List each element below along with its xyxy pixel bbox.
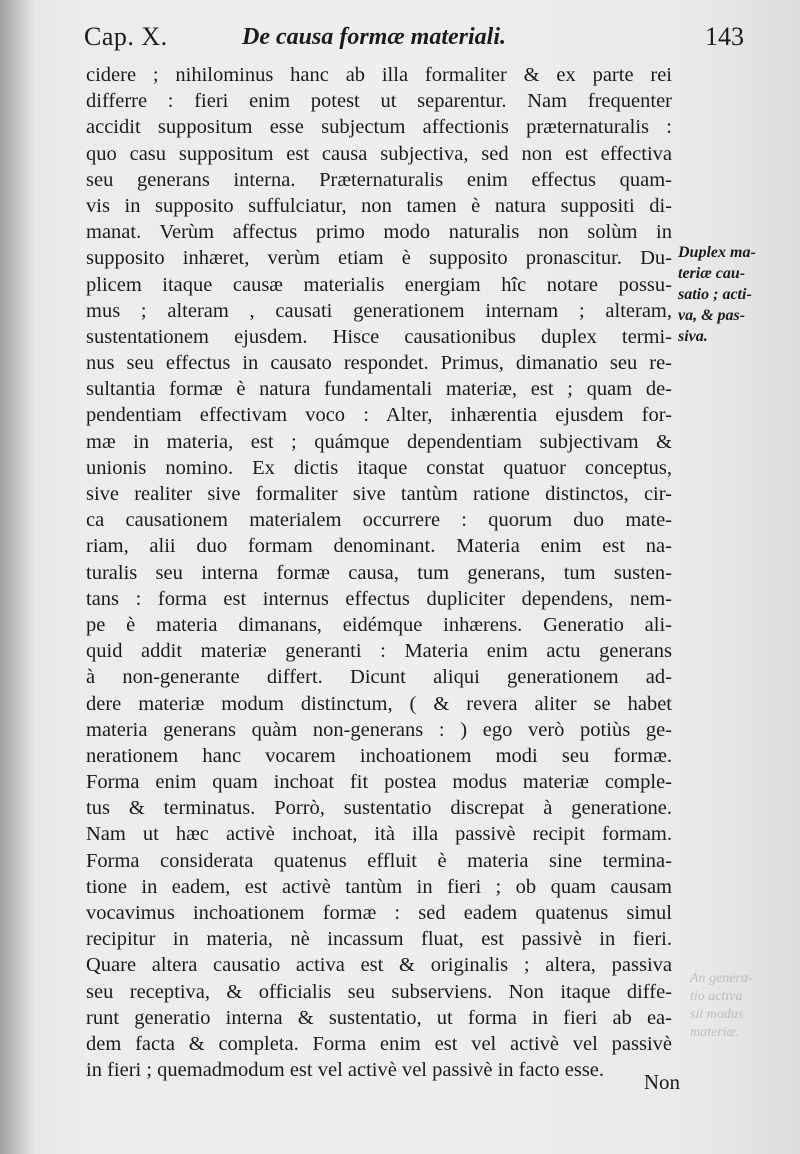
margin-note-line: satio ; acti- — [678, 286, 752, 303]
text-line: manat. Verùm affectus primo modo naturalis non solùm in — [86, 221, 672, 244]
margin-note-line: siva. — [678, 328, 708, 345]
text-line: Forma considerata quatenus effluit è materia sine termina- — [86, 849, 672, 872]
margin-note-line: va, & pas- — [678, 307, 746, 324]
text-line: nerationem hanc vocarem inchoationem modi seu formæ. — [86, 744, 672, 767]
text-line: vis in supposito suffulciatur, non tamen è natura suppositi di- — [86, 194, 672, 217]
bleed-through-text — [690, 970, 790, 1042]
text-line: sultantia formæ è natura fundamentali materiæ, est ; quam de- — [86, 378, 672, 401]
text-line: materia generans quàm non-generans : ) ego verò potiùs ge- — [86, 718, 672, 741]
catchword: Non — [643, 1070, 680, 1094]
margin-note-line: Duplex ma- — [678, 244, 756, 261]
spine-shadow — [0, 0, 36, 1154]
text-line: unionis nomino. Ex dictis itaque constat quatuor conceptus, — [86, 456, 672, 479]
text-line: ca causationem materialem occurrere : quorum duo mate- — [86, 509, 672, 532]
text-line: Quare altera causatio activa est & originalis ; altera, passiva — [86, 954, 672, 977]
text-line: quo casu suppositum est causa subjectiva, sed non est effectiva — [86, 142, 672, 165]
margin-note-line: teriæ cau- — [678, 265, 746, 282]
bleed-through-line: An genera- — [690, 971, 753, 986]
text-line: mæ in materia, est ; quámque dependentiam subjectivam & — [86, 430, 672, 453]
text-line: seu generans interna. Præternaturalis enim effectus quam- — [86, 168, 672, 191]
text-line: dem facta & completa. Forma enim est vel activè vel passivè — [86, 1032, 672, 1055]
text-line: accidit suppositum esse subjectum affectionis præternaturalis : — [86, 116, 672, 139]
text-line: tans : forma est internus effectus dupliciter dependens, nem- — [86, 587, 672, 610]
margin-note — [678, 242, 778, 347]
text-line: differre : fieri enim potest ut separentur. Nam frequenter — [86, 90, 672, 113]
text-line: runt generatio interna & sustentatio, ut forma in fieri ab ea- — [86, 1006, 672, 1029]
text-line: seu receptiva, & officialis seu subserviens. Non itaque diffe- — [86, 980, 672, 1003]
text-line: in fieri ; quemadmodum est vel activè vel passivè in facto esse. — [86, 1059, 605, 1082]
text-line: cidere ; nihilominus hanc ab illa formaliter & ex parte rei — [86, 64, 672, 86]
text-line: vocavimus inchoationem formæ : sed eadem quatenus simul — [86, 902, 672, 924]
text-line: nus seu effectus in causato respondet. Primus, dimanatio seu re- — [86, 352, 672, 375]
text-line: pendentiam effectivam voco : Alter, inhærentia ejusdem for- — [86, 404, 672, 427]
running-header — [84, 22, 744, 56]
text-line: pe è materia dimanans, eidémque inhærens. Generatio ali- — [86, 613, 672, 636]
running-title: De causa formæ materiali. — [242, 24, 506, 50]
text-line: mus ; alteram , causati generationem internam ; alteram, — [86, 299, 672, 322]
text-line: riam, alii duo formam denominant. Materia enim est na- — [86, 535, 672, 558]
main-text-block — [86, 62, 672, 1083]
text-line: sive realiter sive formaliter sive tantùm ratione distinctos, cir- — [86, 483, 672, 505]
text-line: Nam ut hæc activè inchoat, ità illa passivè recipit formam. — [86, 823, 672, 846]
page-number: 143 — [705, 22, 744, 51]
chapter-label: Cap. X. — [84, 22, 168, 51]
text-line: quid addit materiæ generanti : Materia enim actu generans — [86, 640, 672, 663]
text-line: turalis seu interna formæ causa, tum generans, tum susten- — [86, 561, 672, 584]
text-line: recipitur in materia, nè incassum fluat, est passivè in fieri. — [86, 928, 672, 951]
text-line: à non-generante differt. Dicunt aliqui generationem ad- — [86, 666, 672, 689]
bleed-through-line: sit modus — [690, 1007, 744, 1022]
text-line: tus & terminatus. Porrò, sustentatio discrepat à generatione. — [86, 797, 672, 820]
bleed-through-line: tio activa — [690, 989, 743, 1004]
text-line: Forma enim quam inchoat fit postea modus materiæ comple- — [86, 771, 672, 794]
text-line: plicem itaque causæ materialis energiam hîc notare possu- — [86, 273, 672, 296]
text-line: tione in eadem, est activè tantùm in fieri ; ob quam causam — [86, 875, 672, 898]
text-line: supposito inhæret, verùm etiam è supposito pronascitur. Du- — [86, 247, 672, 270]
text-line: sustentationem ejusdem. Hisce causationibus duplex termi- — [86, 325, 672, 348]
bleed-through-line: materiæ. — [690, 1025, 740, 1040]
text-line: dere materiæ modum distinctum, ( & revera aliter se habet — [86, 692, 672, 715]
